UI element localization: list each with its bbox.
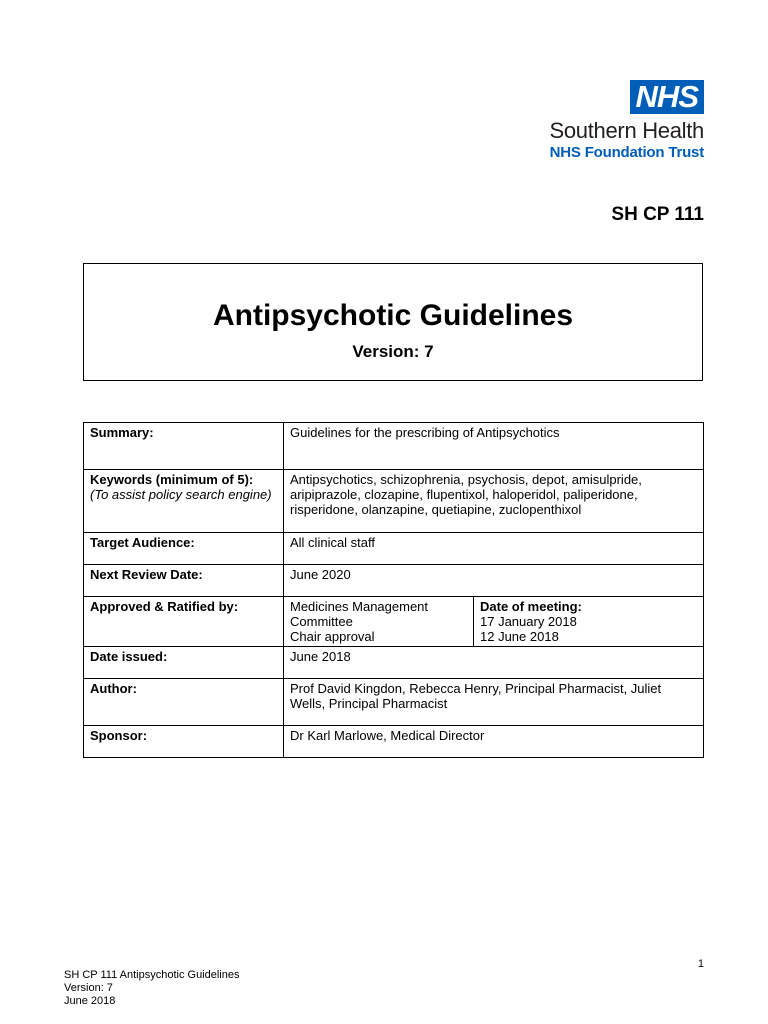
approved-label: Approved & Ratified by:: [84, 597, 284, 647]
table-row: [84, 470, 704, 533]
footer-line-2: Version: 7: [64, 982, 113, 994]
table-row: [84, 597, 704, 647]
document-code: SH CP 111: [611, 204, 704, 225]
review-value: June 2020: [284, 565, 704, 597]
keywords-value: Antipsychotics, schizophrenia, psychosis, depot, amisulpride, aripiprazole, clozapine, flupentixol, haloperidol, paliperidone, risperidone, olanzapine, quetiapine, zuclopenthixol: [284, 470, 704, 533]
sponsor-label: Sponsor:: [84, 726, 284, 758]
table-row: [84, 423, 704, 470]
nhs-badge: NHS: [630, 80, 704, 114]
summary-label: Summary:: [84, 423, 284, 470]
issued-label: Date issued:: [84, 647, 284, 679]
nhs-logo: [550, 80, 705, 162]
table-row: [84, 533, 704, 565]
footer-line-3: June 2018: [64, 995, 116, 1007]
org-name: Southern Health: [549, 118, 704, 143]
document-info-table: [83, 422, 704, 758]
document-title: Antipsychotic Guidelines: [212, 299, 574, 332]
approved-value-cell: [284, 597, 474, 647]
meeting-value-2: 12 June 2018: [480, 629, 559, 644]
sponsor-value: Dr Karl Marlowe, Medical Director: [284, 726, 704, 758]
footer-line-1: SH CP 111 Antipsychotic Guidelines: [64, 969, 240, 981]
keywords-label: Keywords (minimum of 5):: [90, 472, 254, 487]
author-label: Author:: [84, 679, 284, 726]
audience-value: All clinical staff: [284, 533, 704, 565]
footer: [64, 969, 239, 1008]
keywords-label-cell: [84, 470, 284, 533]
document-version: Version: 7: [352, 342, 434, 361]
page-number: 1: [697, 958, 704, 970]
issued-value: June 2018: [284, 647, 704, 679]
title-box: [83, 263, 703, 381]
table-row: [84, 647, 704, 679]
author-value: Prof David Kingdon, Rebecca Henry, Principal Pharmacist, Juliet Wells, Principal Pharmacist: [284, 679, 704, 726]
table-row: [84, 726, 704, 758]
audience-label: Target Audience:: [84, 533, 284, 565]
approved-value-2: Chair approval: [290, 629, 375, 644]
review-label: Next Review Date:: [84, 565, 284, 597]
meeting-value-1: 17 January 2018: [480, 614, 577, 629]
meeting-cell: [474, 597, 704, 647]
table-row: [84, 679, 704, 726]
table-row: [84, 565, 704, 597]
keywords-note: (To assist policy search engine): [90, 487, 272, 502]
approved-value-1: Medicines Management Committee: [290, 599, 429, 629]
meeting-label: Date of meeting:: [480, 599, 582, 614]
summary-value: Guidelines for the prescribing of Antipsychotics: [284, 423, 704, 470]
org-subtitle: NHS Foundation Trust: [549, 144, 704, 161]
